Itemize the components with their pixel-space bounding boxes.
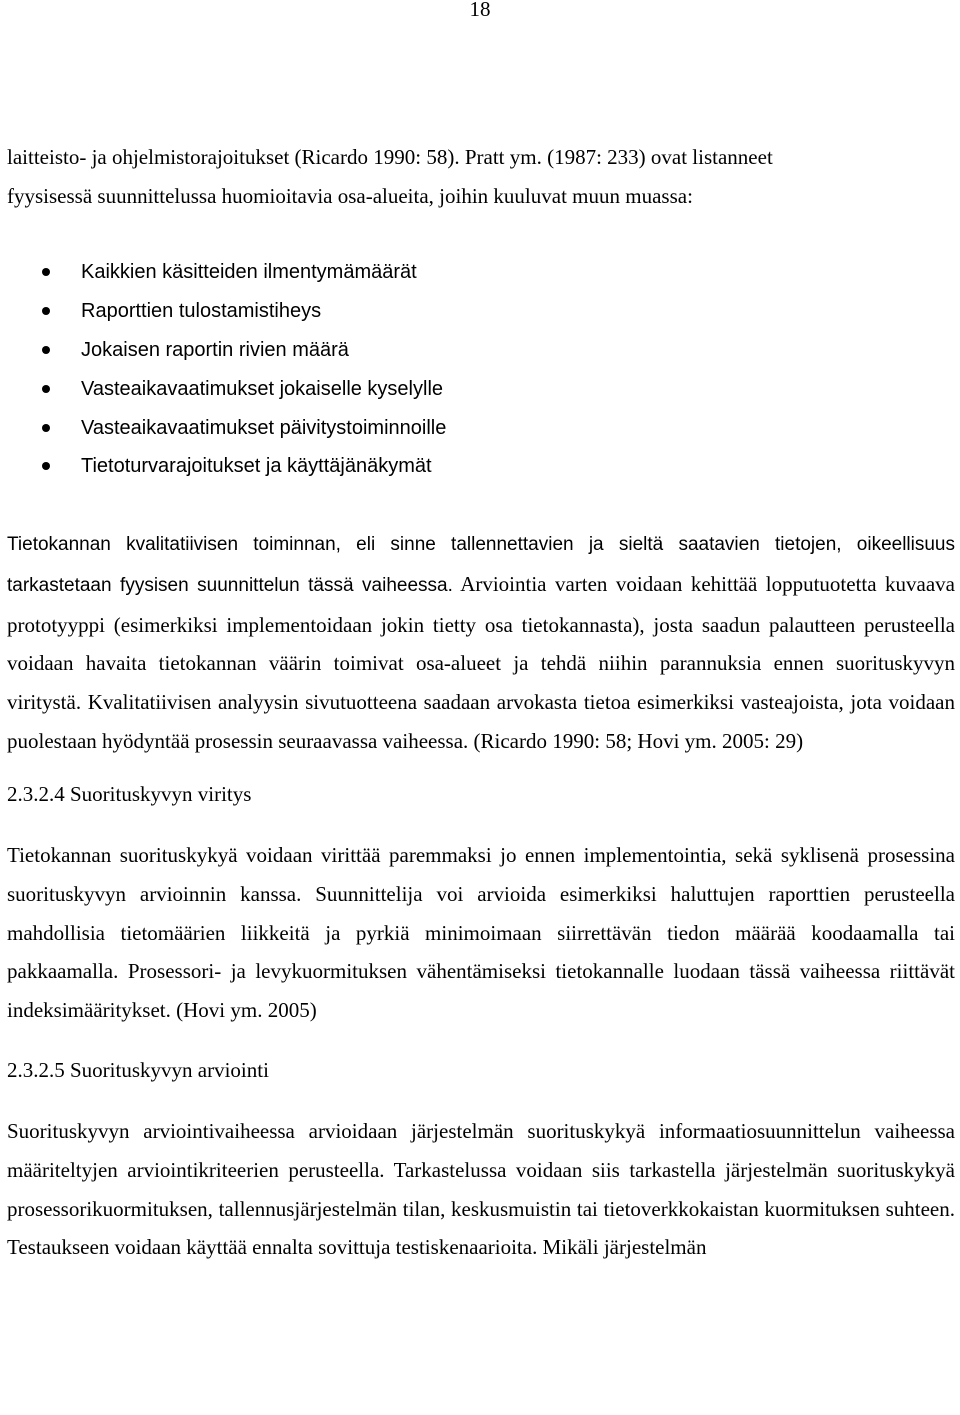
bullet-icon xyxy=(42,268,50,276)
paragraph-quality-text: Arviointia varten voidaan kehittää lopputuotetta kuvaava prototyyppi (esimerkiksi implementoidaan jokin tietty osa tietokannasta), josta saadun palautteen perusteella voidaan havaita tietokannan väärin toimivat osa-alueet ja tehdä niihin parannuksia ennen suorituskyvyn viritystä. Kvalitatiivisen analyysin sivutuotteena saadaan arvokasta tietoa esimerkiksi vasteajoista, jota voidaan puolestaan hyödyntää prosessin seuraavassa vaiheessa. (Ricardo 1990: 58; Hovi ym. 2005: 29) xyxy=(7,571,955,753)
requirements-list xyxy=(7,253,955,486)
list-item-text: Tietoturvarajoitukset ja käyttäjänäkymät xyxy=(81,455,432,478)
bullet-icon xyxy=(42,307,50,315)
paragraph-quality-sans-line-1: Tietokannan kvalitatiivisen toiminnan, eli sinne tallennettavien ja sieltä saatavien tietojen, xyxy=(7,534,842,556)
paragraph-quality xyxy=(7,524,955,760)
paragraph-evaluation: Suorituskyvyn arviointivaiheessa arvioidaan järjestelmän suorituskykyä informaatiosuunnittelun vaiheessa määriteltyjen arviointikriteerien perusteella. Tarkastelussa voidaan siis tarkastella järjestelmän suorituskykyä prosessorikuormituksen, tallennusjärjestelmän tilan, keskusmuistin tai tietoverkkokaistan kuormituksen suhteen. Testaukseen voidaan käyttää ennalta sovittuja testiskenaarioita. Mikäli järjestelmän xyxy=(7,1119,955,1260)
bullet-icon xyxy=(42,385,50,393)
list-item xyxy=(7,331,955,370)
paragraph-quality-sans-line-2: oikeellisuus tarkastetaan fyysisen suunnittelun tässä vaiheessa. xyxy=(7,534,956,596)
bullet-icon xyxy=(42,462,50,470)
paragraph-intro-line-1: laitteisto- ja ohjelmistorajoitukset (Ricardo 1990: 58). Pratt ym. (1987: 233) ovat listanneet xyxy=(7,145,773,169)
list-item-text: Jokaisen raportin rivien määrä xyxy=(81,339,349,361)
list-item-text: Kaikkien käsitteiden ilmentymämäärät xyxy=(81,261,417,284)
list-item xyxy=(7,447,955,486)
page-number: 18 xyxy=(469,0,491,21)
paragraph-intro-line-2: fyysisessä suunnittelussa huomioitavia osa-alueita, joihin kuuluvat muun muassa: xyxy=(7,183,693,208)
list-item-text: Raporttien tulostamistiheys xyxy=(81,300,322,323)
section-heading-tuning: 2.3.2.4 Suorituskyvyn viritys xyxy=(7,782,252,807)
bullet-icon xyxy=(42,424,50,432)
paragraph-tuning: Tietokannan suorituskykyä voidaan virittää paremmaksi jo ennen implementointia, sekä syklisenä prosessina suorituskyvyn arvioinnin kanssa. Suunnittelija voi arvioida esimerkiksi haluttujen raporttien perusteella mahdollisia tietomäärien liikkeitä ja pyrkiä minimoimaan siirrettävän tiedon määrää koodaamalla tai pakkaamalla. Prosessori- ja levykuormituksen vähentämiseksi tietokannalle luodaan tässä vaiheessa riittävät indeksimääritykset. (Hovi ym. 2005) xyxy=(7,843,955,1022)
list-item xyxy=(7,253,955,292)
list-item xyxy=(7,292,955,331)
list-item xyxy=(7,370,955,409)
list-item xyxy=(7,409,955,448)
list-item-text: Vasteaikavaatimukset päivitystoiminnoille xyxy=(81,416,447,439)
section-heading-evaluation: 2.3.2.5 Suorituskyvyn arviointi xyxy=(7,1057,269,1082)
list-item-text: Vasteaikavaatimukset jokaiselle kyselylle xyxy=(81,377,444,400)
document-body xyxy=(7,138,955,1267)
paragraph-intro xyxy=(7,138,955,215)
bullet-icon xyxy=(42,346,50,354)
